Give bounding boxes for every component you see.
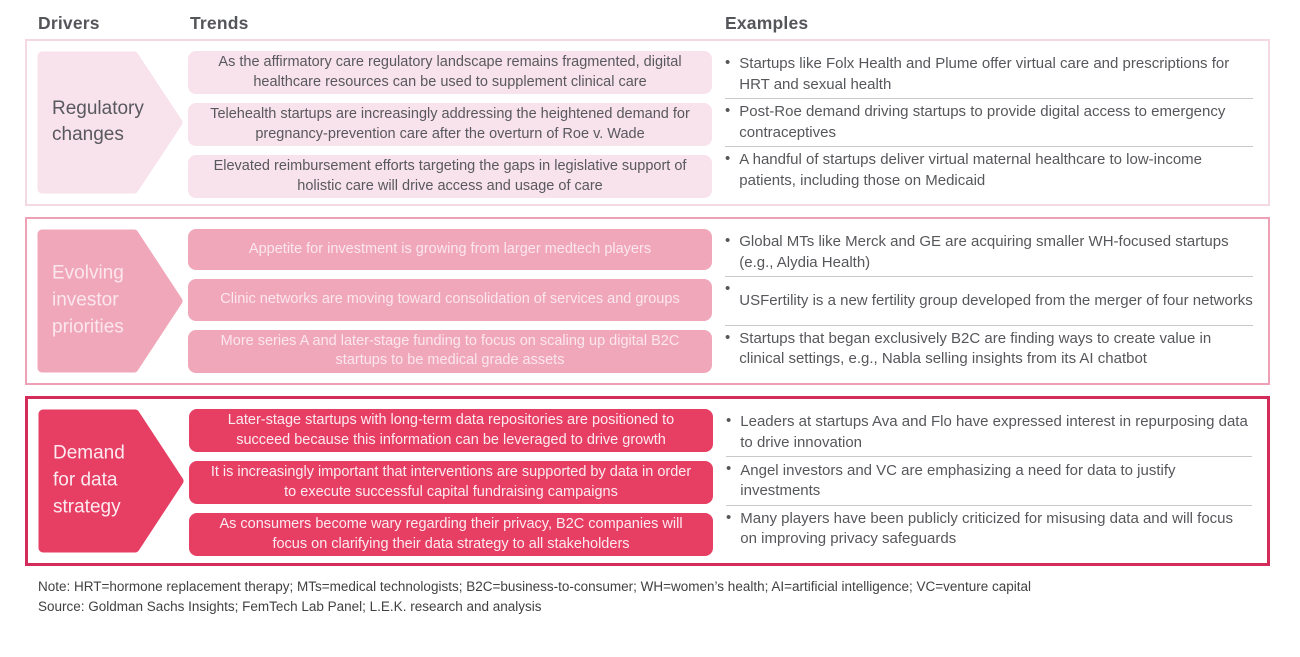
example-item: [724, 457, 1257, 504]
example-item: [723, 229, 1258, 276]
row-regulatory-changes: [25, 39, 1270, 206]
example-item: [723, 51, 1258, 98]
bullet-icon: •: [725, 280, 731, 298]
examples-column: [723, 229, 1258, 373]
example-text: Startups like Folx Health and Plume offer virtual care and prescriptions for HRT and sexual health: [739, 55, 1230, 93]
example-text: Leaders at startups Ava and Flo have expressed interest in repurposing data to drive innovation: [740, 413, 1248, 451]
example-item: [723, 147, 1258, 194]
example-text: Angel investors and VC are emphasizing a need for data to justify investments: [740, 461, 1176, 499]
note-line: Note: HRT=hormone replacement therapy; MTs=medical technologists; B2C=business-to-consumer; WH=women’s health; AI=artificial intelligence; VC=venture capital: [38, 579, 1031, 594]
trend-box: It is increasingly important that interventions are supported by data in order to execute successful capital fundraising campaigns: [189, 461, 713, 504]
driver-label: Demand for data strategy: [53, 442, 125, 518]
example-text: Global MTs like Merck and GE are acquiring smaller WH-focused startups (e.g., Alydia Health): [739, 233, 1229, 271]
column-header-trends: Trends: [190, 13, 249, 33]
example-item: [723, 277, 1258, 324]
trends-column: [188, 229, 712, 373]
trend-box: Telehealth startups are increasingly addressing the heightened demand for pregnancy-prevention care after the overturn of Roe v. Wade: [188, 103, 712, 146]
bullet-icon: •: [726, 412, 732, 429]
trend-box: Elevated reimbursement efforts targeting the gaps in legislative support of holistic care will drive access and usage of care: [188, 155, 712, 198]
example-item: [723, 326, 1258, 373]
driver-arrow: [37, 51, 183, 194]
example-item: [724, 506, 1257, 553]
trend-box: As the affirmatory care regulatory landscape remains fragmented, digital healthcare resources can be used to supplement clinical care: [188, 51, 712, 94]
example-item: [723, 99, 1258, 146]
driver-arrow: [38, 409, 184, 553]
bullet-icon: •: [725, 54, 731, 71]
driver-label: Evolving investor priorities: [52, 262, 124, 338]
column-header-drivers: Drivers: [38, 13, 100, 33]
example-text: Startups that began exclusively B2C are finding ways to create value in clinical settings, e.g., Nabla selling insights from its AI chatbot: [739, 330, 1212, 368]
row-evolving-investor-priorities: [25, 217, 1270, 385]
driver-label: Regulatory changes: [52, 97, 144, 146]
trend-box: As consumers become wary regarding their privacy, B2C companies will focus on clarifying their data strategy to all stakeholders: [189, 513, 713, 556]
example-text: USFertility is a new fertility group developed from the merger of four networks: [739, 291, 1253, 309]
row-demand-for-data-strategy: [25, 396, 1270, 566]
example-text: Post-Roe demand driving startups to provide digital access to emergency contraceptives: [739, 103, 1226, 141]
column-header-examples: Examples: [725, 13, 809, 33]
example-item: [724, 409, 1257, 456]
bullet-icon: •: [725, 328, 731, 346]
example-text: Many players have been publicly criticized for misusing data and will focus on improving privacy safeguards: [740, 510, 1234, 548]
bullet-icon: •: [726, 508, 732, 526]
trend-box: More series A and later-stage funding to focus on scaling up digital B2C startups to be medical grade assets: [188, 330, 712, 373]
examples-column: [723, 51, 1258, 194]
trend-box: Appetite for investment is growing from larger medtech players: [188, 229, 712, 270]
bullet-icon: •: [725, 102, 731, 119]
footnotes: [38, 577, 1031, 617]
bullet-icon: •: [726, 460, 732, 478]
source-line: Source: Goldman Sachs Insights; FemTech Lab Panel; L.E.K. research and analysis: [38, 599, 542, 614]
trend-box: Later-stage startups with long-term data repositories are positioned to succeed because this information can be leveraged to drive growth: [189, 409, 713, 452]
examples-column: [724, 409, 1257, 553]
trend-box: Clinic networks are moving toward consolidation of services and groups: [188, 279, 712, 320]
example-text: A handful of startups deliver virtual maternal healthcare to low-income patients, including those on Medicaid: [739, 151, 1203, 189]
driver-arrow: [37, 229, 183, 373]
bullet-icon: •: [725, 150, 731, 167]
trends-column: [188, 51, 712, 194]
trends-column: [189, 409, 713, 553]
bullet-icon: •: [725, 232, 731, 249]
